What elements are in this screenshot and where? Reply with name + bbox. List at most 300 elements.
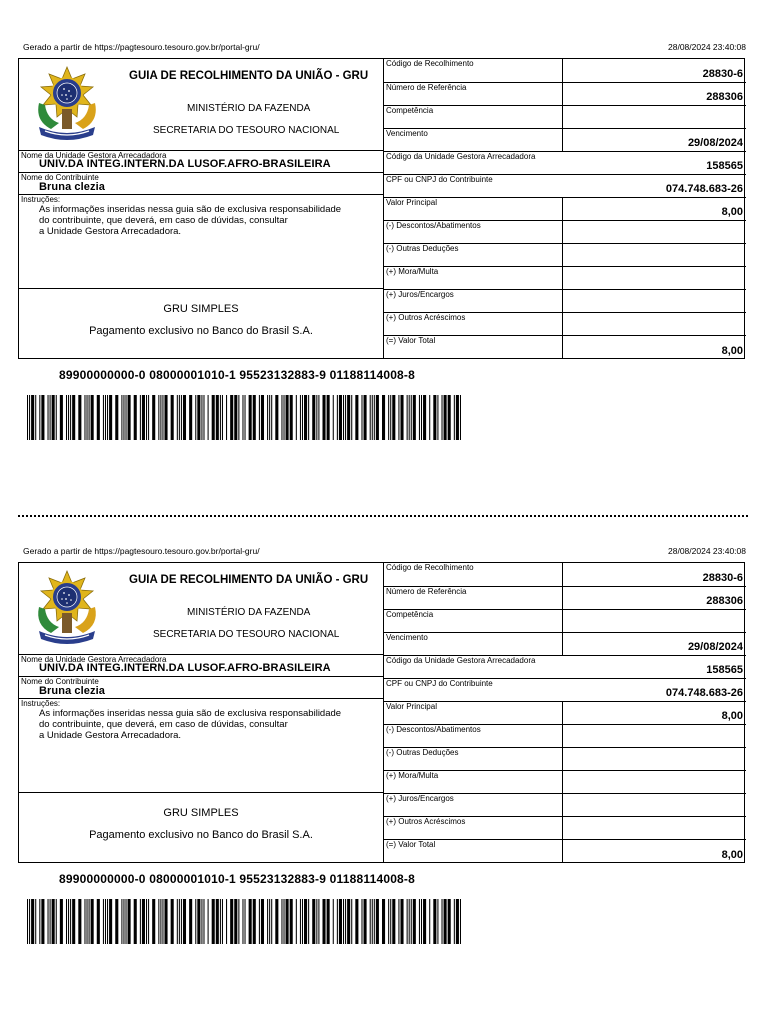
- barcode-bar: [351, 395, 352, 440]
- barcode-bar: [171, 899, 174, 944]
- barcode-bar: [31, 395, 34, 440]
- barcode-bar: [421, 395, 422, 440]
- barcode-bar: [249, 899, 252, 944]
- barcode-bar: [52, 899, 55, 944]
- barcode-bar: [343, 899, 344, 944]
- barcode-bar: [31, 899, 34, 944]
- barcode-bar: [271, 899, 272, 944]
- gru-type: GRU SIMPLES: [163, 303, 239, 315]
- barcode-bar: [411, 899, 412, 944]
- barcode-bar: [372, 395, 373, 440]
- barcode-bar: [148, 395, 149, 440]
- outros-acrescimos-row: [384, 312, 746, 335]
- barcode-bar: [318, 899, 319, 944]
- barcode-bar: [107, 899, 108, 944]
- barcode-bar: [372, 899, 373, 944]
- barcode-bar: [126, 899, 127, 944]
- barcode-bar: [423, 395, 426, 440]
- barcode-bar: [66, 899, 67, 944]
- instructions-label: Instruções:: [21, 699, 61, 708]
- barcode-bar: [195, 395, 196, 440]
- barcode-bar: [181, 395, 182, 440]
- barcode-bar: [121, 899, 122, 944]
- barcode-bar: [107, 395, 108, 440]
- barcode-bar: [35, 899, 36, 944]
- codigo-recolhimento-label: Código de Recolhimento: [386, 59, 474, 68]
- barcode-bar: [460, 395, 461, 440]
- barcode-bar: [201, 395, 202, 440]
- numero-referencia-label: Número de Referência: [386, 83, 467, 92]
- barcode-bar: [56, 395, 57, 440]
- barcode-bar: [222, 395, 223, 440]
- mora-multa-row: [384, 266, 746, 289]
- unidade-gestora-label: Nome da Unidade Gestora Arrecadadora: [21, 151, 167, 160]
- barcode-bar: [388, 395, 389, 440]
- barcode-bar: [203, 899, 204, 944]
- codigo-ug-row: [384, 655, 746, 678]
- barcode-bar: [382, 899, 385, 944]
- valor-principal-label: Valor Principal: [386, 198, 437, 207]
- form-title: GUIA DE RECOLHIMENTO DA UNIÃO - GRU: [129, 574, 369, 586]
- codigo-ug-label: Código da Unidade Gestora Arrecadadora: [386, 656, 536, 665]
- barcode-bar: [142, 899, 145, 944]
- generated-datetime: 28/08/2024 23:40:08: [668, 42, 746, 52]
- unidade-gestora-value: UNIV.DA INTEG.INTERN.DA LUSOF.AFRO-BRASILEIRA: [39, 662, 331, 674]
- barcode-bar: [230, 395, 233, 440]
- contribuinte-value: Bruna clezia: [39, 181, 106, 193]
- barcode-bar: [419, 395, 420, 440]
- barcode-bar: [275, 899, 278, 944]
- barcode-bar: [183, 395, 186, 440]
- barcode-bar: [284, 395, 285, 440]
- codigo-ug-label: Código da Unidade Gestora Arrecadadora: [386, 152, 536, 161]
- barcode-image: [27, 899, 461, 944]
- barcode-bar: [134, 395, 137, 440]
- juros-label: (+) Juros/Encargos: [386, 290, 454, 299]
- barcode-bar: [72, 899, 75, 944]
- barcode-bar: [448, 899, 451, 944]
- competencia-label: Competência: [386, 610, 434, 619]
- barcode-bar: [444, 395, 447, 440]
- barcode-bar: [302, 899, 303, 944]
- barcode-bar: [433, 395, 436, 440]
- barcode-bar: [261, 395, 264, 440]
- vencimento-row: [384, 632, 746, 655]
- barcode-bar: [212, 899, 215, 944]
- barcode-bar: [68, 395, 69, 440]
- barcode-bar: [413, 899, 416, 944]
- barcode-bar: [312, 395, 315, 440]
- barcode-bar: [123, 395, 124, 440]
- barcode-bar: [84, 395, 85, 440]
- barcode-bar: [300, 395, 301, 440]
- barcode-bar: [203, 395, 204, 440]
- barcode-bar: [318, 395, 319, 440]
- barcode-bar: [374, 395, 375, 440]
- barcode-bar: [160, 899, 161, 944]
- cpf-cnpj-row: [384, 678, 746, 701]
- barcode-bar: [398, 395, 399, 440]
- barcode-bar: [456, 395, 459, 440]
- barcode-bar: [78, 899, 81, 944]
- barcode-bar: [105, 899, 106, 944]
- juros-row: [384, 793, 746, 816]
- barcode-bar: [437, 899, 438, 944]
- barcode-bar: [259, 899, 260, 944]
- outras-deducoes-label: (-) Outras Deduções: [386, 748, 459, 757]
- descontos-label: (-) Descontos/Abatimentos: [386, 221, 481, 230]
- barcode-bar: [382, 395, 385, 440]
- outros-acrescimos-label: (+) Outros Acréscimos: [386, 817, 466, 826]
- valor-principal-row: [384, 197, 746, 220]
- barcode-bar: [146, 899, 147, 944]
- numero-referencia-value: 288306: [706, 595, 743, 607]
- barcode-bar: [91, 899, 94, 944]
- barcode-bar: [407, 395, 408, 440]
- barcode-bar: [300, 899, 301, 944]
- barcode-bar: [333, 899, 334, 944]
- barcode-bar: [413, 395, 416, 440]
- barcode-bar: [105, 395, 106, 440]
- barcode-bar: [189, 395, 192, 440]
- barcode-bar: [56, 899, 57, 944]
- barcode-bar: [87, 899, 88, 944]
- barcode-bar: [162, 395, 163, 440]
- barcode-bar: [409, 395, 410, 440]
- barcode-bar: [109, 395, 112, 440]
- barcode-bar: [304, 395, 307, 440]
- barcode-bar: [271, 395, 272, 440]
- valor-principal-value: 8,00: [721, 710, 743, 722]
- barcode-bar: [35, 395, 36, 440]
- barcode-bar: [41, 899, 44, 944]
- valor-total-value: 8,00: [721, 849, 743, 861]
- competencia-label: Competência: [386, 106, 434, 115]
- barcode-bar: [66, 395, 67, 440]
- gru-type-section: [19, 792, 383, 863]
- codigo-ug-value: 158565: [706, 160, 743, 172]
- barcode-bar: [419, 899, 420, 944]
- barcode-bar: [347, 395, 350, 440]
- barcode-bar: [216, 899, 219, 944]
- barcode-bar: [179, 899, 180, 944]
- form-heading: [19, 563, 383, 654]
- vencimento-label: Vencimento: [386, 129, 428, 138]
- barcode-bar: [259, 395, 260, 440]
- gru-form: [18, 58, 745, 359]
- vencimento-value: 29/08/2024: [687, 137, 743, 149]
- barcode-bar: [442, 395, 443, 440]
- barcode-bar: [312, 899, 315, 944]
- barcode-bar: [337, 899, 338, 944]
- barcode-bar: [123, 899, 124, 944]
- barcode-bar: [245, 395, 246, 440]
- barcode-bar: [421, 899, 422, 944]
- barcode-bar: [253, 395, 256, 440]
- barcode-bar: [370, 395, 371, 440]
- barcode-bar: [103, 899, 104, 944]
- gru-copy-2: [0, 544, 768, 1014]
- unidade-gestora-field: [19, 654, 383, 676]
- unidade-gestora-label: Nome da Unidade Gestora Arrecadadora: [21, 655, 167, 664]
- gru-type: GRU SIMPLES: [163, 807, 239, 819]
- barcode-bar: [220, 395, 221, 440]
- descontos-row: [384, 220, 746, 243]
- brazil-coat-of-arms-icon: [31, 569, 103, 647]
- barcode-bar: [48, 899, 49, 944]
- barcode-bar: [152, 899, 155, 944]
- barcode-bar: [308, 395, 309, 440]
- barcode-bar: [48, 395, 49, 440]
- barcode-bar: [400, 899, 403, 944]
- barcode-bar: [234, 899, 237, 944]
- barcode-bar: [290, 395, 293, 440]
- cpf-cnpj-row: [384, 174, 746, 197]
- barcode-bar: [388, 899, 389, 944]
- barcode-bar: [374, 899, 375, 944]
- valor-principal-label: Valor Principal: [386, 702, 437, 711]
- descontos-label: (-) Descontos/Abatimentos: [386, 725, 481, 734]
- barcode-bar: [183, 899, 186, 944]
- barcode-bar: [238, 899, 239, 944]
- contribuinte-field: [19, 172, 383, 194]
- cpf-cnpj-label: CPF ou CNPJ do Contribuinte: [386, 175, 493, 184]
- barcode-bar: [84, 899, 85, 944]
- barcode-bar: [97, 899, 100, 944]
- barcode-bar: [407, 899, 408, 944]
- valor-total-label: (=) Valor Total: [386, 336, 436, 345]
- barcode-bar: [437, 395, 438, 440]
- barcode-bar: [253, 899, 256, 944]
- barcode-bar: [454, 395, 455, 440]
- ministry-name: MINISTÉRIO DA FAZENDA: [187, 607, 311, 618]
- barcode-bar: [226, 395, 227, 440]
- barcode-bar: [72, 395, 75, 440]
- barcode-bar: [429, 899, 430, 944]
- barcode-bar: [376, 899, 379, 944]
- barcode-bar: [392, 899, 395, 944]
- juros-row: [384, 289, 746, 312]
- barcode-bar: [109, 899, 112, 944]
- barcode-bar: [115, 395, 118, 440]
- outros-acrescimos-row: [384, 816, 746, 839]
- contribuinte-label: Nome do Contribuinte: [21, 677, 99, 686]
- outras-deducoes-label: (-) Outras Deduções: [386, 244, 459, 253]
- barcode-bar: [126, 395, 127, 440]
- barcode-bar: [41, 395, 44, 440]
- barcode-bar: [78, 395, 81, 440]
- barcode-bar: [444, 899, 447, 944]
- barcode-bar: [456, 899, 459, 944]
- contribuinte-value: Bruna clezia: [39, 685, 106, 697]
- barcode-bar: [70, 899, 71, 944]
- barcode-bar: [146, 395, 147, 440]
- vencimento-value: 29/08/2024: [687, 641, 743, 653]
- barcode-bar: [148, 899, 149, 944]
- gru-copy-1: [0, 40, 768, 510]
- barcode-bar: [27, 899, 28, 944]
- barcode-bar: [226, 899, 227, 944]
- numero-referencia-label: Número de Referência: [386, 587, 467, 596]
- barcode-bar: [400, 395, 403, 440]
- cpf-cnpj-value: 074.748.683-26: [665, 687, 743, 699]
- codigo-recolhimento-label: Código de Recolhimento: [386, 563, 474, 572]
- barcode-bar: [158, 899, 159, 944]
- valor-total-value: 8,00: [721, 345, 743, 357]
- cut-line-divider: [18, 515, 748, 517]
- barcode-bar: [296, 395, 297, 440]
- mora-multa-label: (+) Mora/Multa: [386, 771, 439, 780]
- barcode-digitable-line: 89900000000-0 08000001010-1 95523132883-9 01188114008-8: [59, 368, 416, 382]
- barcode-bar: [234, 395, 237, 440]
- juros-label: (+) Juros/Encargos: [386, 794, 454, 803]
- barcode-bar: [261, 899, 264, 944]
- codigo-recolhimento-value: 28830-6: [702, 68, 743, 80]
- valor-principal-value: 8,00: [721, 206, 743, 218]
- barcode-bar: [39, 899, 40, 944]
- barcode-bar: [361, 899, 362, 944]
- barcode-bar: [208, 899, 209, 944]
- barcode-bar: [316, 899, 317, 944]
- barcode-bar: [364, 899, 367, 944]
- valor-total-row: [384, 839, 746, 863]
- barcode-bar: [91, 395, 94, 440]
- barcode-bar: [454, 899, 455, 944]
- barcode-bar: [304, 899, 307, 944]
- barcode-bar: [87, 395, 88, 440]
- barcode-bar: [103, 395, 104, 440]
- barcode-bar: [423, 899, 426, 944]
- barcode-bar: [347, 899, 350, 944]
- generated-from-text: Gerado a partir de https://pagtesouro.tesouro.gov.br/portal-gru/: [23, 42, 260, 52]
- barcode-bar: [97, 395, 100, 440]
- codigo-recolhimento-value: 28830-6: [702, 572, 743, 584]
- barcode-bar: [128, 899, 131, 944]
- barcode-bar: [296, 899, 297, 944]
- barcode-bar: [89, 899, 90, 944]
- payment-bank-note: Pagamento exclusivo no Banco do Brasil S.A.: [89, 829, 313, 841]
- payment-bank-note: Pagamento exclusivo no Banco do Brasil S.A.: [89, 325, 313, 337]
- barcode-bar: [337, 395, 338, 440]
- cpf-cnpj-value: 074.748.683-26: [665, 183, 743, 195]
- barcode-bar: [316, 395, 317, 440]
- barcode-bar: [164, 395, 167, 440]
- barcode-bar: [60, 899, 63, 944]
- barcode-bar: [327, 899, 330, 944]
- codigo-ug-row: [384, 151, 746, 174]
- contribuinte-field: [19, 676, 383, 698]
- barcode-bar: [390, 395, 391, 440]
- barcode-bar: [442, 899, 443, 944]
- barcode-bar: [242, 899, 243, 944]
- competencia-row: [384, 105, 746, 128]
- barcode-bar: [27, 395, 28, 440]
- barcode-bar: [220, 899, 221, 944]
- ministry-name: MINISTÉRIO DA FAZENDA: [187, 103, 311, 114]
- barcode-bar: [322, 395, 325, 440]
- barcode-bar: [281, 899, 282, 944]
- barcode-bar: [115, 899, 118, 944]
- barcode-bar: [286, 899, 289, 944]
- barcode-bar: [308, 899, 309, 944]
- barcode-bar: [162, 899, 163, 944]
- barcode-bar: [351, 899, 352, 944]
- barcode-bar: [339, 899, 342, 944]
- form-title: GUIA DE RECOLHIMENTO DA UNIÃO - GRU: [129, 70, 369, 82]
- barcode-bar: [392, 395, 395, 440]
- codigo-recolhimento-row: [384, 59, 746, 82]
- contribuinte-label: Nome do Contribuinte: [21, 173, 99, 182]
- unidade-gestora-field: [19, 150, 383, 172]
- barcode-bar: [212, 395, 215, 440]
- barcode-bar: [216, 395, 219, 440]
- barcode-bar: [238, 395, 239, 440]
- vencimento-row: [384, 128, 746, 151]
- barcode-bar: [70, 395, 71, 440]
- outras-deducoes-row: [384, 747, 746, 770]
- barcode-bar: [322, 899, 325, 944]
- barcode-bar: [50, 395, 51, 440]
- barcode-bar: [284, 899, 285, 944]
- brazil-coat-of-arms-icon: [31, 65, 103, 143]
- barcode-bar: [181, 899, 182, 944]
- numero-referencia-row: [384, 586, 746, 609]
- form-heading: [19, 59, 383, 150]
- barcode-bar: [290, 899, 293, 944]
- barcode-bar: [158, 395, 159, 440]
- barcode-bar: [249, 395, 252, 440]
- numero-referencia-row: [384, 82, 746, 105]
- barcode-bar: [361, 395, 362, 440]
- barcode-bar: [355, 899, 358, 944]
- codigo-ug-value: 158565: [706, 664, 743, 676]
- barcode-bar: [68, 899, 69, 944]
- barcode-bar: [222, 899, 223, 944]
- mora-multa-label: (+) Mora/Multa: [386, 267, 439, 276]
- instructions-field: [19, 698, 383, 792]
- barcode-bar: [230, 899, 233, 944]
- barcode-bar: [398, 899, 399, 944]
- barcode-bar: [411, 395, 412, 440]
- outros-acrescimos-label: (+) Outros Acréscimos: [386, 313, 466, 322]
- barcode-bar: [364, 395, 367, 440]
- barcode-bar: [333, 395, 334, 440]
- barcode-bar: [140, 899, 141, 944]
- barcode-bar: [286, 395, 289, 440]
- gru-form: [18, 562, 745, 863]
- barcode-bar: [460, 899, 461, 944]
- valor-principal-row: [384, 701, 746, 724]
- generated-datetime: 28/08/2024 23:40:08: [668, 546, 746, 556]
- barcode-bar: [281, 395, 282, 440]
- barcode-bar: [390, 899, 391, 944]
- instructions-text: As informações inseridas nessa guia são de exclusiva responsabilidade do contribuinte, que deverá, em caso de dúvidas, consultar a Unidade Gestora Arrecadadora.: [39, 204, 342, 237]
- barcode-bar: [208, 395, 209, 440]
- barcode-bar: [89, 395, 90, 440]
- secretary-name: SECRETARIA DO TESOURO NACIONAL: [153, 125, 340, 136]
- barcode-bar: [376, 395, 379, 440]
- barcode-bar: [29, 899, 30, 944]
- barcode-bar: [134, 899, 137, 944]
- barcode-bar: [242, 395, 243, 440]
- values-column: [383, 59, 745, 359]
- barcode-bar: [269, 395, 270, 440]
- valor-total-label: (=) Valor Total: [386, 840, 436, 849]
- codigo-recolhimento-row: [384, 563, 746, 586]
- barcode-bar: [152, 395, 155, 440]
- barcode-bar: [345, 395, 346, 440]
- barcode-bar: [171, 395, 174, 440]
